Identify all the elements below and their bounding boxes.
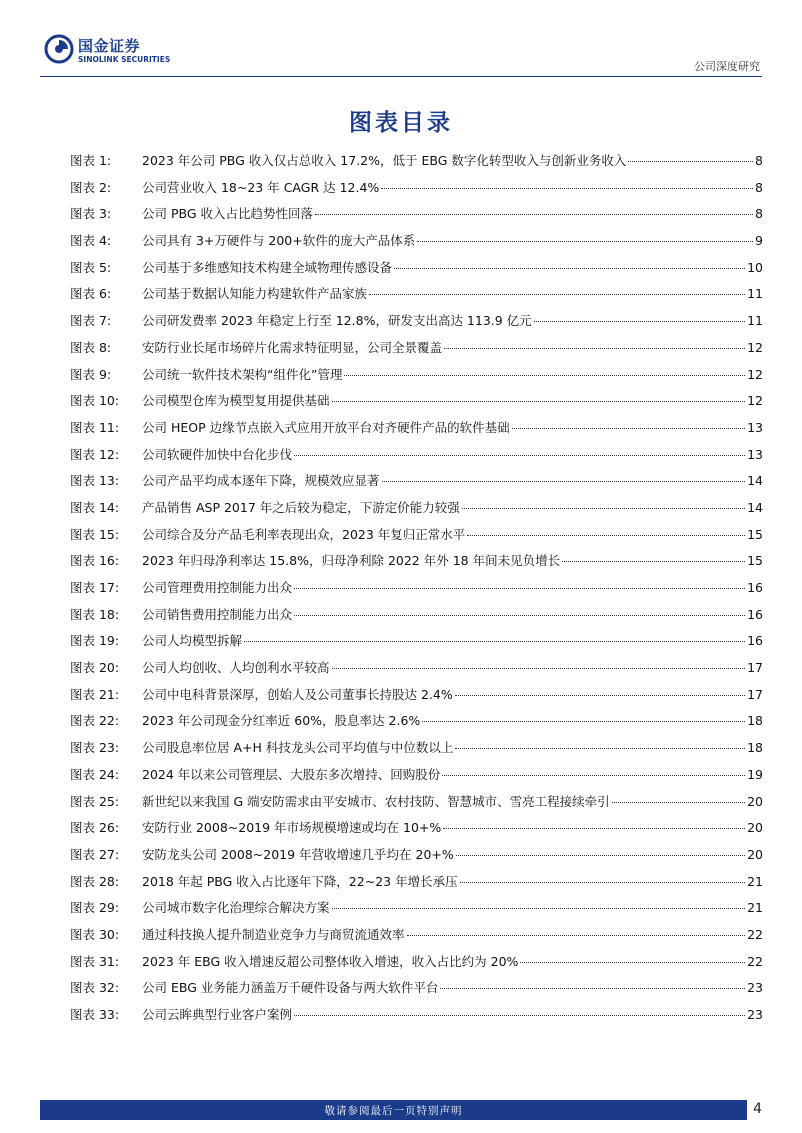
toc-entry-label: 图表 11: bbox=[70, 419, 120, 435]
toc-entry-title: 安防行业 2008~2019 年市场规模增速或均在 10+% bbox=[142, 820, 442, 836]
toc-entry-title: 通过科技换人提升制造业竞争力与商贸流通效率 bbox=[142, 926, 405, 942]
toc-entry[interactable] bbox=[70, 578, 763, 605]
toc-entry-label: 图表 22: bbox=[70, 713, 120, 729]
toc-dot-leader bbox=[332, 401, 746, 402]
toc-entry-page: 14 bbox=[747, 499, 763, 515]
toc-dot-leader bbox=[460, 882, 746, 883]
page-number: 4 bbox=[753, 1101, 762, 1117]
toc-entry[interactable] bbox=[70, 631, 763, 658]
toc-entry-page: 18 bbox=[747, 713, 763, 729]
toc-entry-label: 图表 16: bbox=[70, 553, 120, 569]
toc-entry[interactable] bbox=[70, 605, 763, 632]
toc-entry-title: 2018 年起 PBG 收入占比逐年下降，22~23 年增长承压 bbox=[142, 873, 458, 889]
toc-entry-page: 20 bbox=[747, 846, 763, 862]
toc-entry[interactable] bbox=[70, 365, 763, 392]
toc-entry-label: 图表 26: bbox=[70, 820, 120, 836]
toc-dot-leader bbox=[369, 294, 745, 295]
toc-entry-page: 16 bbox=[747, 633, 763, 649]
toc-entry-page: 13 bbox=[747, 446, 763, 462]
toc-entry-title: 公司软硬件加快中台化步伐 bbox=[142, 446, 293, 462]
toc-entry-label: 图表 8: bbox=[70, 339, 112, 355]
toc-entry[interactable] bbox=[70, 685, 763, 712]
toc-entry[interactable] bbox=[70, 738, 763, 765]
toc-dot-leader bbox=[444, 348, 745, 349]
toc-entry[interactable] bbox=[70, 178, 763, 205]
toc-dot-leader bbox=[315, 214, 753, 215]
toc-entry-title: 2023 年 EBG 收入增速反超公司整体收入增速，收入占比约为 20% bbox=[142, 953, 519, 969]
toc-entry[interactable] bbox=[70, 818, 763, 845]
toc-entry[interactable] bbox=[70, 845, 763, 872]
toc-entry-title: 公司销售费用控制能力出众 bbox=[142, 606, 293, 622]
toc-entry-title: 2023 年公司现金分红率近 60%，股息率达 2.6% bbox=[142, 713, 421, 729]
toc-entry-label: 图表 15: bbox=[70, 526, 120, 542]
toc-dot-leader bbox=[294, 455, 745, 456]
toc-dot-leader bbox=[381, 188, 753, 189]
toc-entry-label: 图表 29: bbox=[70, 900, 120, 916]
toc-entry[interactable] bbox=[70, 925, 763, 952]
toc-dot-leader bbox=[534, 321, 745, 322]
toc-entry-label: 图表 21: bbox=[70, 686, 120, 702]
toc-entry[interactable] bbox=[70, 204, 763, 231]
toc-entry-page: 20 bbox=[747, 820, 763, 836]
toc-dot-leader bbox=[422, 721, 745, 722]
footer-bar bbox=[40, 1100, 747, 1120]
toc-entry-label: 图表 7: bbox=[70, 313, 112, 329]
toc-entry-label: 图表 1: bbox=[70, 153, 112, 168]
toc-entry-label: 图表 4: bbox=[70, 233, 112, 249]
logo-english-name: SINOLINK SECURITIES bbox=[78, 55, 171, 64]
toc-entry-title: 公司管理费用控制能力出众 bbox=[142, 580, 293, 595]
page-title: 图表目录 bbox=[349, 109, 453, 136]
toc-entry[interactable] bbox=[70, 711, 763, 738]
toc-entry-title: 安防行业长尾市场碎片化需求特征明显，公司全景覆盖 bbox=[142, 339, 443, 355]
toc-entry-label: 图表 30: bbox=[70, 926, 120, 942]
toc-entry[interactable] bbox=[70, 311, 763, 338]
toc-entry-page: 15 bbox=[747, 526, 763, 542]
toc-entry-label: 图表 32: bbox=[70, 980, 120, 996]
toc-entry-title: 2023 年归母净利率达 15.8%，归母净利除 2022 年外 18 年间未见负增长 bbox=[142, 553, 561, 569]
toc-entry[interactable] bbox=[70, 258, 763, 285]
toc-entry-title: 公司 HEOP 边缘节点嵌入式应用开放平台对齐硬件产品的软件基础 bbox=[142, 419, 510, 435]
toc-entry-title: 公司基于多维感知技术构建全域物理传感设备 bbox=[142, 259, 393, 275]
toc-entry-label: 图表 2: bbox=[70, 179, 112, 195]
toc-entry-label: 图表 28: bbox=[70, 873, 120, 889]
toc-entry-title: 安防龙头公司 2008~2019 年营收增速几乎均在 20+% bbox=[142, 846, 454, 862]
toc-dot-leader bbox=[344, 375, 745, 376]
toc-entry[interactable] bbox=[70, 1005, 763, 1032]
toc-dot-leader bbox=[244, 641, 745, 642]
toc-entry-page: 10 bbox=[747, 259, 763, 275]
toc-entry-title: 公司具有 3+万硬件与 200+软件的庞大产品体系 bbox=[142, 233, 416, 249]
toc-dot-leader bbox=[628, 161, 753, 162]
toc-entry[interactable] bbox=[70, 765, 763, 792]
table-of-figures bbox=[70, 151, 763, 1032]
toc-entry-title: 公司中电科背景深厚，创始人及公司董事长持股达 2.4% bbox=[142, 686, 453, 702]
toc-entry-page: 17 bbox=[747, 686, 763, 702]
toc-entry-label: 图表 18: bbox=[70, 606, 120, 622]
toc-entry-label: 图表 10: bbox=[70, 393, 120, 409]
toc-dot-leader bbox=[407, 935, 746, 936]
toc-dot-leader bbox=[455, 695, 745, 696]
report-section-label: 公司深度研究 bbox=[694, 60, 760, 73]
toc-dot-leader bbox=[294, 588, 745, 589]
toc-entry-title: 新世纪以来我国 G 端安防需求由平安城市、农村技防、智慧城市、雪亮工程接续牵引 bbox=[142, 793, 610, 809]
toc-entry-title: 公司人均模型拆解 bbox=[142, 633, 243, 649]
toc-entry[interactable] bbox=[70, 391, 763, 418]
logo-chinese-name: 国金证券 bbox=[78, 37, 141, 55]
toc-entry-page: 18 bbox=[747, 740, 763, 756]
toc-entry-label: 图表 33: bbox=[70, 1007, 120, 1022]
toc-entry[interactable] bbox=[70, 898, 763, 925]
toc-entry-page: 20 bbox=[747, 793, 763, 809]
toc-entry-page: 11 bbox=[747, 313, 763, 329]
toc-dot-leader bbox=[294, 615, 745, 616]
toc-dot-leader bbox=[294, 1015, 745, 1016]
toc-entry-title: 公司云眸典型行业客户案例 bbox=[142, 1007, 293, 1022]
toc-entry-label: 图表 13: bbox=[70, 473, 120, 489]
toc-entry[interactable] bbox=[70, 471, 763, 498]
toc-entry-page: 8 bbox=[755, 206, 763, 222]
toc-entry[interactable] bbox=[70, 498, 763, 525]
toc-dot-leader bbox=[456, 855, 745, 856]
toc-dot-leader bbox=[332, 908, 746, 909]
header-divider bbox=[40, 76, 762, 77]
toc-entry-label: 图表 20: bbox=[70, 660, 120, 676]
toc-entry-title: 公司营业收入 18~23 年 CAGR 达 12.4% bbox=[142, 179, 380, 195]
toc-entry-page: 12 bbox=[747, 366, 763, 382]
toc-entry-title: 公司统一软件技术架构“组件化”管理 bbox=[142, 366, 343, 382]
toc-entry[interactable] bbox=[70, 418, 763, 445]
toc-entry-title: 公司综合及分产品毛利率表现出众，2023 年复归正常水平 bbox=[142, 526, 466, 542]
toc-entry-page: 22 bbox=[747, 926, 763, 942]
toc-entry-title: 公司模型仓库为模型复用提供基础 bbox=[142, 393, 330, 409]
toc-dot-leader bbox=[443, 828, 745, 829]
toc-entry-page: 17 bbox=[747, 660, 763, 676]
toc-entry[interactable] bbox=[70, 551, 763, 578]
toc-entry-title: 公司股息率位居 A+H 科技龙头公司平均值与中位数以上 bbox=[142, 740, 454, 756]
toc-dot-leader bbox=[394, 268, 745, 269]
toc-dot-leader bbox=[462, 508, 745, 509]
toc-entry-page: 23 bbox=[747, 980, 763, 996]
toc-entry-title: 公司基于数据认知能力构建软件产品家族 bbox=[142, 286, 368, 302]
company-logo bbox=[44, 34, 214, 70]
toc-entry-label: 图表 27: bbox=[70, 846, 120, 862]
toc-entry-label: 图表 24: bbox=[70, 766, 120, 782]
toc-dot-leader bbox=[382, 481, 746, 482]
toc-entry-title: 2023 年公司 PBG 收入仅占总收入 17.2%，低于 EBG 数字化转型收入与创新业务收入 bbox=[142, 153, 627, 168]
toc-entry-label: 图表 19: bbox=[70, 633, 120, 649]
footer-disclaimer: 敬请参阅最后一页特别声明 bbox=[324, 1105, 463, 1117]
toc-entry-label: 图表 9: bbox=[70, 366, 112, 382]
toc-entry[interactable] bbox=[70, 338, 763, 365]
toc-entry-page: 13 bbox=[747, 419, 763, 435]
toc-entry[interactable] bbox=[70, 978, 763, 1005]
toc-entry-title: 公司产品平均成本逐年下降，规模效应显著 bbox=[142, 473, 380, 489]
toc-entry[interactable] bbox=[70, 231, 763, 258]
toc-dot-leader bbox=[417, 241, 753, 242]
toc-entry-page: 8 bbox=[755, 153, 763, 168]
toc-dot-leader bbox=[520, 962, 745, 963]
toc-entry-page: 16 bbox=[747, 606, 763, 622]
toc-entry-title: 公司 PBG 收入占比趋势性回落 bbox=[142, 206, 314, 222]
toc-entry-title: 公司城市数字化治理综合解决方案 bbox=[142, 900, 330, 916]
toc-entry-page: 21 bbox=[747, 900, 763, 916]
toc-entry-label: 图表 31: bbox=[70, 953, 120, 969]
toc-dot-leader bbox=[512, 428, 745, 429]
toc-entry-label: 图表 3: bbox=[70, 206, 112, 222]
toc-dot-leader bbox=[562, 561, 745, 562]
toc-entry-title: 2024 年以来公司管理层、大股东多次增持、回购股份 bbox=[142, 766, 441, 782]
toc-entry-page: 22 bbox=[747, 953, 763, 969]
toc-dot-leader bbox=[612, 802, 745, 803]
toc-entry-page: 8 bbox=[755, 179, 763, 195]
toc-entry[interactable] bbox=[70, 445, 763, 472]
toc-entry-page: 19 bbox=[747, 766, 763, 782]
toc-entry-label: 图表 23: bbox=[70, 740, 120, 756]
toc-dot-leader bbox=[455, 748, 745, 749]
toc-entry-page: 9 bbox=[755, 233, 763, 249]
toc-entry-label: 图表 6: bbox=[70, 286, 112, 302]
toc-entry-page: 15 bbox=[747, 553, 763, 569]
sinolink-logo-icon bbox=[44, 34, 74, 64]
toc-entry-page: 12 bbox=[747, 393, 763, 409]
toc-entry-label: 图表 17: bbox=[70, 580, 120, 595]
toc-dot-leader bbox=[467, 535, 745, 536]
toc-entry[interactable] bbox=[70, 525, 763, 552]
toc-entry-label: 图表 5: bbox=[70, 259, 112, 275]
toc-dot-leader bbox=[440, 988, 745, 989]
toc-dot-leader bbox=[442, 775, 745, 776]
toc-entry[interactable] bbox=[70, 792, 763, 819]
toc-entry-title: 公司研发费率 2023 年稳定上行至 12.8%，研发支出高达 113.9 亿元 bbox=[142, 313, 532, 329]
toc-entry[interactable] bbox=[70, 151, 763, 178]
toc-entry[interactable] bbox=[70, 658, 763, 685]
toc-entry-label: 图表 14: bbox=[70, 499, 120, 515]
toc-entry-page: 14 bbox=[747, 473, 763, 489]
toc-entry-title: 产品销售 ASP 2017 年之后较为稳定，下游定价能力较强 bbox=[142, 499, 460, 515]
toc-entry-page: 21 bbox=[747, 873, 763, 889]
toc-entry-label: 图表 12: bbox=[70, 446, 120, 462]
toc-entry-page: 23 bbox=[747, 1007, 763, 1022]
toc-entry-page: 16 bbox=[747, 580, 763, 595]
toc-entry-page: 11 bbox=[747, 286, 763, 302]
toc-entry-title: 公司人均创收、人均创利水平较高 bbox=[142, 660, 330, 676]
toc-entry[interactable] bbox=[70, 952, 763, 979]
toc-entry-title: 公司 EBG 业务能力涵盖万千硬件设备与两大软件平台 bbox=[142, 980, 439, 996]
toc-entry-label: 图表 25: bbox=[70, 793, 120, 809]
toc-dot-leader bbox=[332, 668, 746, 669]
toc-entry[interactable] bbox=[70, 284, 763, 311]
toc-entry-page: 12 bbox=[747, 339, 763, 355]
toc-entry[interactable] bbox=[70, 872, 763, 899]
